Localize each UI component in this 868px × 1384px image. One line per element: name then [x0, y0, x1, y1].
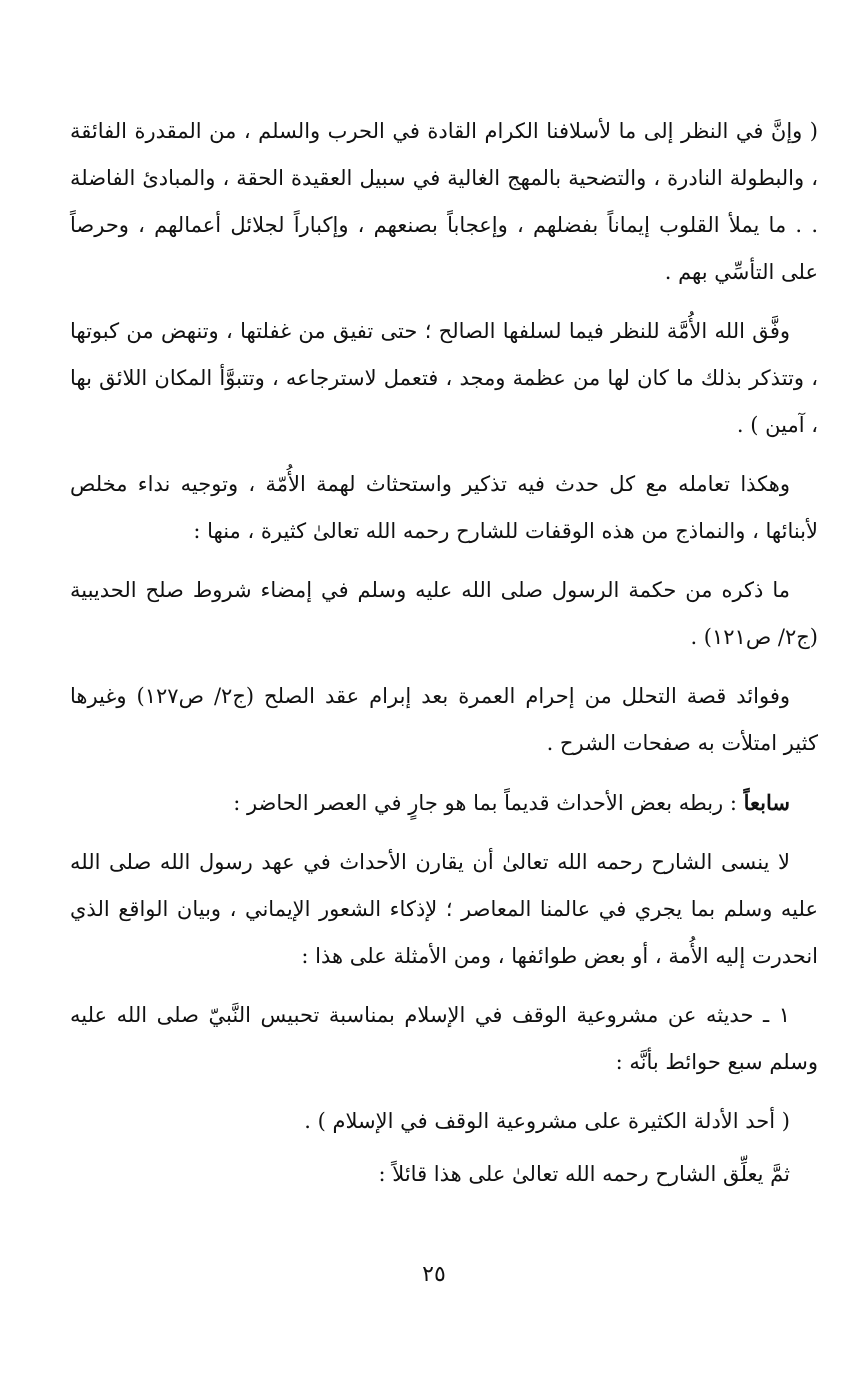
paragraph-3: وهكذا تعامله مع كل حدث فيه تذكير واستحثاث لهمة الأُمّة ، وتوجيه نداء مخلص لأبنائها ، والنماذج من هذه الوقفات للشارح رحمه الله تعالىٰ كثيرة ، منها :	[70, 472, 818, 543]
quote-line: ( أحد الأدلة الكثيرة على مشروعية الوقف في الإسلام ) .	[304, 1109, 790, 1133]
paragraph-6: لا ينسى الشارح رحمه الله تعالىٰ أن يقارن الأحداث في عهد رسول الله صلى الله عليه وسلم بما يجري في عالمنا المعاصر ؛ لإذكاء الشعور الإيماني ، وبيان الواقع الذي انحدرت إليه الأُمة ، أو بعض طوائفها ، ومن الأمثلة على هذا :	[70, 850, 818, 968]
paragraph-5: وفوائد قصة التحلل من إحرام العمرة بعد إبرام عقد الصلح (ج٢/ ص١٢٧) وغيرها كثير امتلأت به صفحات الشرح .	[70, 684, 818, 755]
section-heading-text: : ربطه بعض الأحداث قديماً بما هو جارٍ في العصر الحاضر :	[233, 791, 744, 815]
paragraph-2: وفَّق الله الأُمَّة للنظر فيما لسلفها الصالح ؛ حتى تفيق من غفلتها ، وتنهض من كبوتها ، وتتذكر بذلك ما كان لها من عظمة ومجد ، فتعمل لاسترجاعه ، وتتبوَّأ المكان اللائق بها ، آمين ) .	[70, 319, 818, 437]
section-heading-label: سابعاً	[743, 790, 790, 815]
paragraph-1: ( وإنَّ في النظر إلى ما لأسلافنا الكرام القادة في الحرب والسلم ، من المقدرة الفائقة ، والبطولة النادرة ، والتضحية بالمهج الغالية في سبيل العقيدة الحقة ، والمبادئ الفاضلة . . ما يملأ القلوب إيماناً بفضلهم ، وإعجاباً بصنعهم ، وإكباراً لجلائل أعمالهم ، وحرصاً على التأسِّي بهم .	[70, 119, 818, 284]
paragraph-4: ما ذكره من حكمة الرسول صلى الله عليه وسلم في إمضاء شروط صلح الحديبية (ج٢/ ص١٢١) .	[70, 578, 818, 649]
page-body	[70, 108, 818, 1204]
paragraph-7: ١ ـ حديثه عن مشروعية الوقف في الإسلام بمناسبة تحبيس النَّبيّ صلى الله عليه وسلم سبع حوائط بأنَّه :	[70, 1003, 818, 1074]
section-heading	[70, 779, 818, 827]
page-number: ٢٥	[422, 1262, 446, 1287]
commentary-intro: ثمَّ يعلِّق الشارح رحمه الله تعالىٰ على هذا قائلاً :	[378, 1162, 790, 1186]
